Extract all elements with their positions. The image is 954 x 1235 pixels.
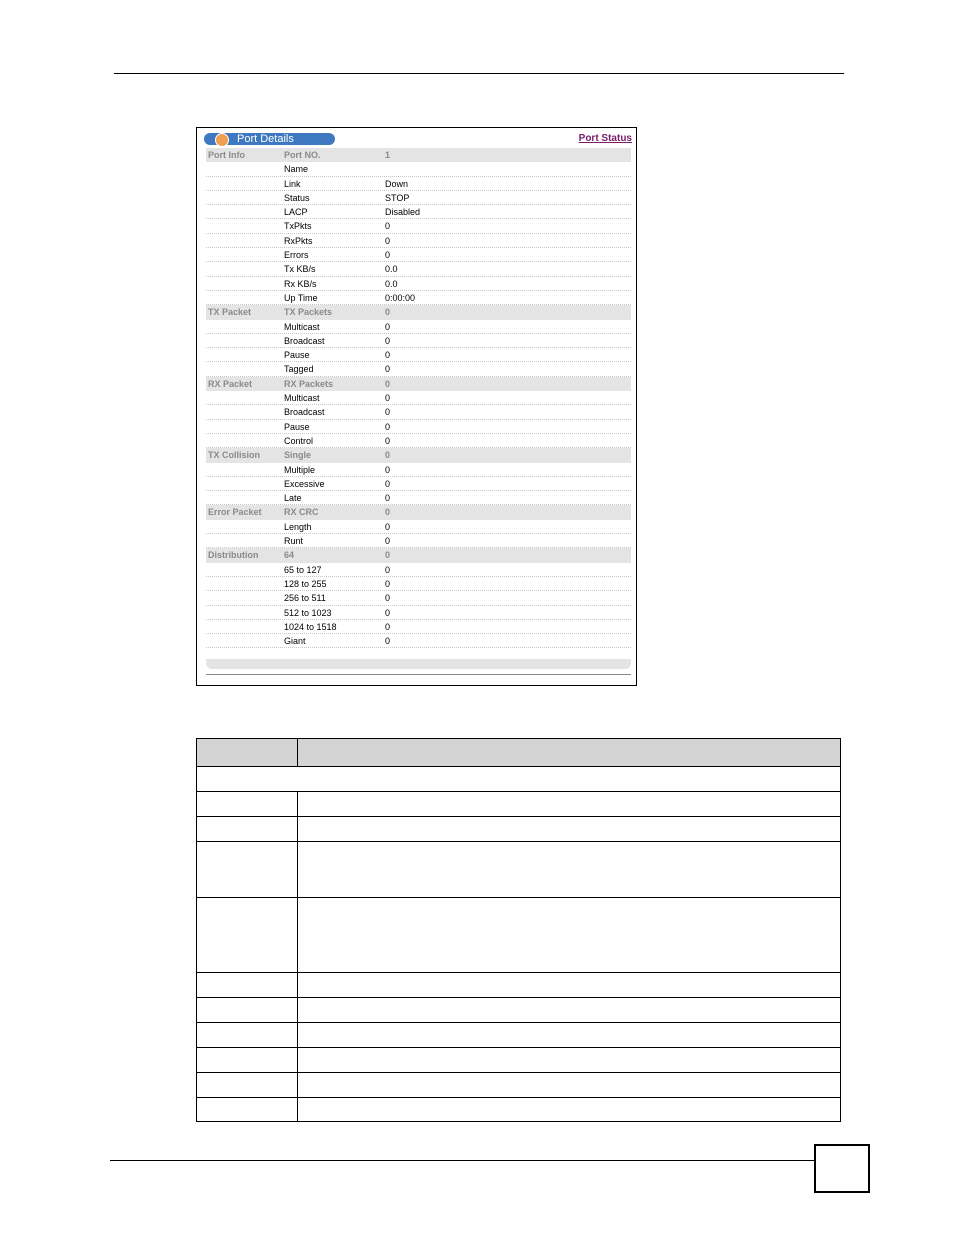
detail-row bbox=[206, 162, 631, 176]
table-cell bbox=[298, 792, 841, 817]
field-name: RX Packets bbox=[284, 378, 334, 389]
field-name: Multiple bbox=[284, 464, 316, 475]
field-value: 0 bbox=[385, 536, 391, 547]
detail-row bbox=[206, 577, 631, 591]
table-row bbox=[197, 1073, 841, 1098]
field-name: Late bbox=[284, 493, 302, 504]
field-name: LACP bbox=[284, 207, 308, 218]
field-value: 0 bbox=[385, 321, 391, 332]
detail-row bbox=[206, 177, 631, 191]
detail-row bbox=[206, 262, 631, 276]
field-name: 1024 to 1518 bbox=[284, 621, 337, 632]
field-name: Multicast bbox=[284, 321, 320, 332]
group-label: TX Packet bbox=[208, 307, 252, 318]
field-value: 1 bbox=[385, 150, 391, 160]
field-name: Giant bbox=[284, 636, 306, 647]
table-cell bbox=[298, 898, 841, 973]
group-label: TX Collision bbox=[208, 450, 261, 461]
field-name: Port NO. bbox=[284, 150, 321, 160]
field-value: 0 bbox=[385, 378, 391, 389]
field-value: 0 bbox=[385, 478, 391, 489]
table-row bbox=[197, 1023, 841, 1048]
detail-row bbox=[206, 520, 631, 534]
field-value: 0 bbox=[385, 507, 391, 518]
table-cell bbox=[197, 1073, 298, 1098]
detail-row bbox=[206, 320, 631, 334]
field-value: Disabled bbox=[385, 207, 421, 218]
table-row bbox=[197, 767, 841, 792]
field-name: Status bbox=[284, 192, 310, 203]
detail-row bbox=[206, 634, 631, 648]
table-header-cell bbox=[298, 739, 841, 767]
field-name: Multicast bbox=[284, 393, 320, 404]
circle-icon bbox=[215, 133, 229, 147]
field-name: RX CRC bbox=[284, 507, 319, 518]
field-name: Broadcast bbox=[284, 335, 325, 346]
table-cell bbox=[298, 1048, 841, 1073]
detail-row bbox=[206, 291, 631, 305]
port-details-table bbox=[206, 148, 631, 648]
table-cell bbox=[197, 1048, 298, 1073]
group-header-row bbox=[206, 377, 631, 391]
field-name: Name bbox=[284, 164, 309, 175]
detail-row bbox=[206, 620, 631, 634]
table-cell bbox=[298, 1073, 841, 1098]
field-value: 0 bbox=[385, 364, 391, 375]
table-cell bbox=[298, 973, 841, 998]
field-name: Pause bbox=[284, 421, 310, 432]
field-value: 0 bbox=[385, 421, 391, 432]
table-cell bbox=[197, 842, 298, 898]
detail-row bbox=[206, 477, 631, 491]
field-value: 0 bbox=[385, 407, 391, 418]
table-cell bbox=[298, 1098, 841, 1122]
detail-row bbox=[206, 434, 631, 448]
table-cell bbox=[298, 842, 841, 898]
detail-row bbox=[206, 591, 631, 605]
port-details-panel bbox=[196, 127, 637, 686]
detail-row bbox=[206, 420, 631, 434]
detail-row bbox=[206, 277, 631, 291]
detail-row bbox=[206, 362, 631, 376]
table-row bbox=[197, 817, 841, 842]
field-value: 0 bbox=[385, 521, 391, 532]
table-cell bbox=[197, 1023, 298, 1048]
field-value: 0 bbox=[385, 350, 391, 361]
table-cell bbox=[197, 973, 298, 998]
field-value: 0 bbox=[385, 578, 391, 589]
field-name: Single bbox=[284, 450, 312, 461]
detail-row bbox=[206, 391, 631, 405]
table-row bbox=[197, 792, 841, 817]
field-value: 0.0 bbox=[385, 278, 398, 289]
field-value: 0 bbox=[385, 450, 391, 461]
group-header-row bbox=[206, 448, 631, 462]
page-number-box bbox=[814, 1144, 870, 1193]
field-name: Link bbox=[284, 178, 301, 189]
field-value: STOP bbox=[385, 192, 410, 203]
field-name: TX Packets bbox=[284, 307, 333, 318]
field-value: 0 bbox=[385, 307, 391, 318]
detail-row bbox=[206, 405, 631, 419]
field-name: Control bbox=[284, 435, 314, 446]
field-value: 0 bbox=[385, 335, 391, 346]
detail-row bbox=[206, 491, 631, 505]
field-name: RxPkts bbox=[284, 235, 313, 246]
field-name: Rx KB/s bbox=[284, 278, 317, 289]
field-value: 0 bbox=[385, 621, 391, 632]
panel-footer bbox=[206, 659, 631, 669]
table-cell bbox=[197, 998, 298, 1023]
detail-row bbox=[206, 191, 631, 205]
field-value: 0 bbox=[385, 550, 391, 561]
field-description-table bbox=[196, 738, 841, 1122]
header-rule bbox=[114, 73, 844, 74]
field-value: 0 bbox=[385, 636, 391, 647]
group-header-row bbox=[206, 305, 631, 319]
field-value: 0 bbox=[385, 221, 391, 232]
field-value: Down bbox=[385, 178, 409, 189]
group-label: Error Packet bbox=[208, 507, 262, 518]
field-name: Length bbox=[284, 521, 312, 532]
detail-row bbox=[206, 463, 631, 477]
field-name: Up Time bbox=[284, 292, 318, 303]
field-name: Broadcast bbox=[284, 407, 325, 418]
field-value: 0 bbox=[385, 435, 391, 446]
table-row bbox=[197, 898, 841, 973]
field-name: Runt bbox=[284, 536, 304, 547]
table-cell bbox=[298, 817, 841, 842]
field-value: 0 bbox=[385, 564, 391, 575]
table-cell bbox=[298, 1023, 841, 1048]
group-label: Distribution bbox=[208, 550, 259, 561]
group-label: RX Packet bbox=[208, 378, 253, 389]
field-name: 128 to 255 bbox=[284, 578, 327, 589]
table-header-cell bbox=[197, 739, 298, 767]
table-cell bbox=[197, 792, 298, 817]
table-row bbox=[197, 973, 841, 998]
field-name: Excessive bbox=[284, 478, 325, 489]
detail-row bbox=[206, 534, 631, 548]
panel-header bbox=[204, 132, 632, 146]
table-header-row bbox=[197, 739, 841, 767]
table-cell bbox=[197, 767, 841, 792]
detail-row bbox=[206, 219, 631, 233]
group-header-row bbox=[206, 548, 631, 562]
table-row bbox=[197, 998, 841, 1023]
field-value: 0 bbox=[385, 493, 391, 504]
footer-rule bbox=[110, 1160, 814, 1161]
field-name: 64 bbox=[284, 550, 295, 561]
field-value: 0 bbox=[385, 250, 391, 261]
detail-row bbox=[206, 234, 631, 248]
group-header-row bbox=[206, 148, 631, 162]
field-name: Pause bbox=[284, 350, 310, 361]
table-cell bbox=[298, 998, 841, 1023]
field-name: Tx KB/s bbox=[284, 264, 316, 275]
field-value: 0 bbox=[385, 393, 391, 404]
field-name: 256 to 511 bbox=[284, 593, 326, 604]
field-value: 0 bbox=[385, 235, 391, 246]
field-name: Errors bbox=[284, 250, 309, 261]
field-name: Tagged bbox=[284, 364, 314, 375]
table-cell bbox=[197, 817, 298, 842]
field-name: 512 to 1023 bbox=[284, 607, 332, 618]
detail-row bbox=[206, 606, 631, 620]
table-cell bbox=[197, 1098, 298, 1122]
table-row bbox=[197, 1048, 841, 1073]
port-status-link[interactable]: Port Status bbox=[578, 133, 632, 144]
panel-title: Port Details bbox=[237, 133, 294, 145]
detail-row bbox=[206, 205, 631, 219]
field-name: TxPkts bbox=[284, 221, 312, 232]
detail-row bbox=[206, 563, 631, 577]
detail-row bbox=[206, 348, 631, 362]
panel-footer-rule bbox=[206, 674, 631, 675]
field-value: 0 bbox=[385, 464, 391, 475]
table-row bbox=[197, 842, 841, 898]
detail-row bbox=[206, 248, 631, 262]
table-cell bbox=[197, 898, 298, 973]
field-value: 0 bbox=[385, 593, 391, 604]
field-value: 0:00:00 bbox=[385, 292, 416, 303]
panel-title-bar bbox=[204, 133, 335, 145]
field-value: 0.0 bbox=[385, 264, 398, 275]
field-value: 0 bbox=[385, 607, 391, 618]
group-header-row bbox=[206, 505, 631, 519]
field-name: 65 to 127 bbox=[284, 564, 322, 575]
detail-row bbox=[206, 334, 631, 348]
group-label: Port Info bbox=[208, 150, 245, 160]
table-row bbox=[197, 1098, 841, 1122]
